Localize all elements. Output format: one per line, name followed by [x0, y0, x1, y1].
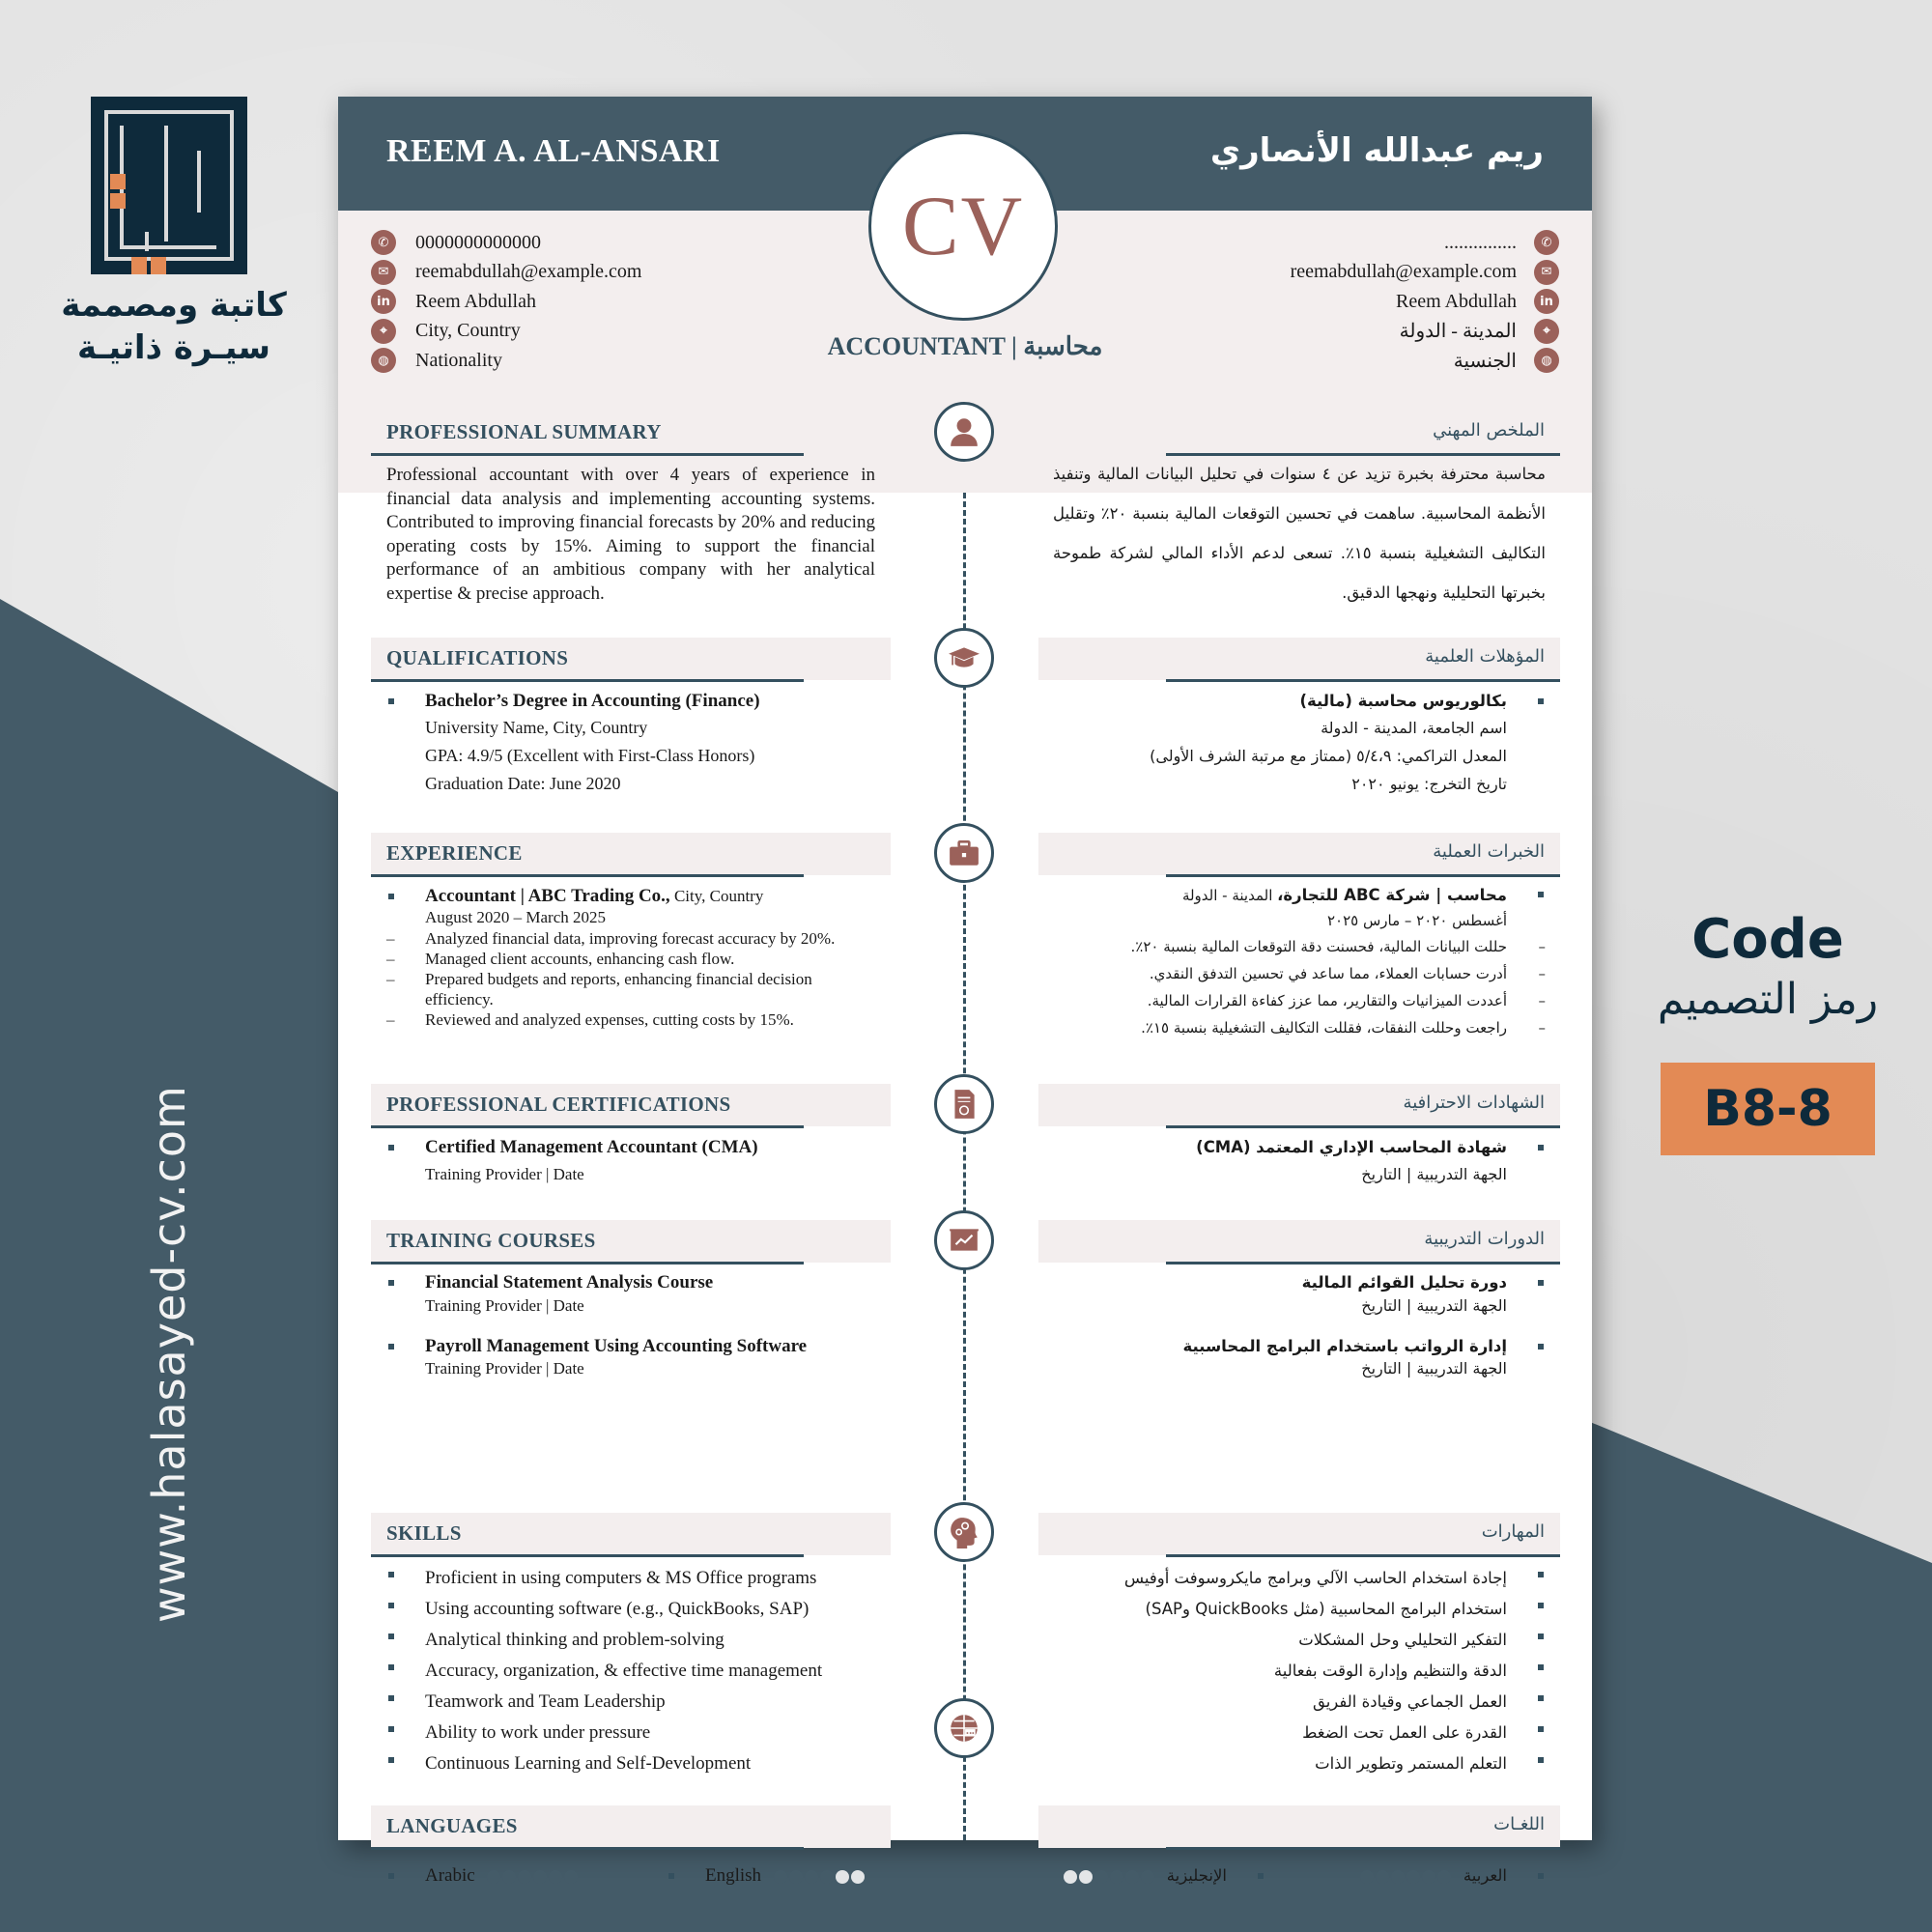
- globe-icon: ◍: [1534, 348, 1559, 373]
- kufic-logo-mark: [91, 97, 247, 274]
- name-arabic: ريم عبدالله الأنصاري: [1209, 131, 1544, 170]
- university: University Name, City, Country: [425, 717, 648, 737]
- code-title: Code: [1691, 908, 1844, 971]
- summary-text-en: Professional accountant with over 4 years of experience in financial data analysis and implementing accounting systems. Contributed to improving financial forecasts by 20% and reducing operating costs by 15%. Aiming to support the financial performance of an ambitious company with her analytical expertise & precise approach.: [386, 465, 875, 604]
- contact-location: [1291, 317, 1559, 347]
- linkedin-icon: in: [371, 289, 396, 314]
- job-dates: أغسطس ٢٠٢٠ – مارس ٢٠٢٥: [1326, 912, 1507, 929]
- summary-text-ar: محاسبة محترفة بخبرة تزيد عن ٤ سنوات في تحليل البيانات المالية وتنفيذ الأنظمة المحاسبية. ساهمت في تحسين التوقعات المالية بنسبة ٢٠٪ وتقليل التكاليف التشغيلية بنسبة ١٥٪. تسعى لدعم الأداء المالي لشركة طموحة بخبرتها التحليلية ونهجها الدقيق.: [1053, 465, 1547, 602]
- email-icon: ✉: [371, 260, 396, 285]
- job-bullet: – أدرت حسابات العملاء، مما ساعد في تحسين التدفق النقدي.: [1053, 960, 1546, 987]
- cv-badge: CV: [868, 131, 1058, 321]
- contact-linkedin[interactable]: [1291, 287, 1559, 317]
- university: اسم الجامعة، المدينة - الدولة: [1321, 718, 1507, 737]
- location-icon: ⌖: [371, 319, 396, 344]
- gpa: GPA: 4.9/5 (Excellent with First-Class Honors): [425, 745, 755, 765]
- skill-item: Accuracy, organization, & effective time management: [386, 1656, 875, 1687]
- section-header-skills-en: [371, 1513, 891, 1555]
- language-level-english: [1064, 1870, 1154, 1884]
- section-title: TRAINING COURSES: [386, 1229, 596, 1252]
- skills-list-ar: [1053, 1563, 1546, 1779]
- graduation-date: Graduation Date: June 2020: [425, 773, 621, 793]
- course-meta: Training Provider | Date: [425, 1295, 584, 1315]
- experience-ar: [1053, 883, 1546, 1041]
- skill-item: Teamwork and Team Leadership: [386, 1687, 875, 1718]
- section-header-languages-ar: [1038, 1805, 1560, 1848]
- briefcase-icon: [934, 823, 994, 883]
- skill-item: القدرة على العمل تحت الضغط: [1053, 1718, 1546, 1748]
- skills-list-en: [386, 1563, 875, 1779]
- language-level-arabic: [487, 1870, 578, 1884]
- section-header-experience-ar: [1038, 833, 1560, 875]
- section-title: SKILLS: [386, 1521, 462, 1545]
- job-bullet: – راجعت وحللت النفقات، فقللت التكاليف التشغيلية بنسبة ١٥٪.: [1053, 1014, 1546, 1041]
- degree-title: Bachelor’s Degree in Accounting (Finance): [386, 690, 875, 714]
- certifications-ar: [1053, 1136, 1546, 1185]
- training-en: [386, 1271, 875, 1379]
- course-title: إدارة الرواتب باستخدام البرامج المحاسبية: [1053, 1335, 1546, 1359]
- section-header-certifications-en: [371, 1084, 891, 1126]
- language-item: [667, 1864, 872, 1889]
- email-icon: ✉: [1534, 260, 1559, 285]
- section-title: الشهادات الاحترافية: [1403, 1093, 1545, 1113]
- section-title: PROFESSIONAL CERTIFICATIONS: [386, 1093, 731, 1116]
- language-item: [1056, 1864, 1265, 1889]
- section-header-training-ar: [1038, 1220, 1560, 1263]
- section-header-summary-en: [371, 412, 891, 454]
- job-role: Accountant | ABC Trading Co.,: [425, 886, 670, 906]
- language-name: English: [705, 1865, 762, 1886]
- contact-phone: [1291, 228, 1559, 258]
- section-title: PROFESSIONAL SUMMARY: [386, 420, 662, 443]
- section-header-experience-en: [371, 833, 891, 875]
- code-badge: B8-8: [1661, 1063, 1875, 1155]
- course-title: دورة تحليل القوائم المالية: [1053, 1271, 1546, 1295]
- section-header-qualifications-ar: [1038, 638, 1560, 680]
- job-bullet: – أعددت الميزانيات والتقارير، مما عزز كفاءة القرارات المالية.: [1053, 987, 1546, 1014]
- section-title: المهارات: [1481, 1521, 1545, 1542]
- course-title: Payroll Management Using Accounting Software: [386, 1335, 875, 1359]
- skill-item: التفكير التحليلي وحل المشكلات: [1053, 1625, 1546, 1656]
- contact-text: Nationality: [415, 349, 502, 371]
- certification-meta: الجهة التدريبية | التاريخ: [1361, 1164, 1507, 1183]
- code-subtitle: رمز التصميم: [1657, 975, 1879, 1024]
- section-title: الخبرات العملية: [1433, 841, 1545, 862]
- tagline-line-1: كاتبة ومصممة: [61, 286, 287, 325]
- job-bullet: – Managed client accounts, enhancing cash flow.: [386, 949, 875, 969]
- certifications-en: [386, 1136, 875, 1185]
- tagline-line-2: سيـرة ذاتيـة: [77, 328, 270, 367]
- linkedin-icon: in: [1534, 289, 1559, 314]
- skill-item: Ability to work under pressure: [386, 1718, 875, 1748]
- skill-item: الدقة والتنظيم وإدارة الوقت بفعالية: [1053, 1656, 1546, 1687]
- brand-logo: [58, 97, 290, 369]
- brain-gears-icon: [934, 1502, 994, 1562]
- contact-nationality: [1291, 346, 1559, 376]
- certification-title: Certified Management Accountant (CMA): [386, 1136, 875, 1160]
- languages-ar: [1053, 1864, 1546, 1889]
- section-header-qualifications-en: [371, 638, 891, 680]
- contact-text: 0000000000000: [415, 231, 541, 253]
- slate-bottom-band: [0, 1840, 1932, 1932]
- graduation-cap-icon: [934, 628, 994, 688]
- section-header-skills-ar: [1038, 1513, 1560, 1555]
- skill-item: Analytical thinking and problem-solving: [386, 1625, 875, 1656]
- section-title: المؤهلات العلمية: [1425, 646, 1545, 667]
- language-name: العربية: [1463, 1866, 1507, 1885]
- certification-title: شهادة المحاسب الإداري المعتمد (CMA): [1053, 1136, 1546, 1160]
- section-title: اللغـات: [1493, 1814, 1545, 1834]
- section-header-training-en: [371, 1220, 891, 1263]
- section-header-certifications-ar: [1038, 1084, 1560, 1126]
- language-level-arabic: [1360, 1870, 1451, 1884]
- language-name: Arabic: [425, 1865, 475, 1886]
- contact-location: [371, 317, 641, 347]
- contact-text[interactable]: reemabdullah@example.com: [415, 261, 642, 283]
- job-bullet: – Prepared budgets and reports, enhancing financial decision efficiency.: [386, 969, 875, 1009]
- skill-item: العمل الجماعي وقيادة الفريق: [1053, 1687, 1546, 1718]
- contact-list-english: [371, 228, 641, 376]
- course-meta: الجهة التدريبية | التاريخ: [1361, 1359, 1507, 1378]
- certification-meta: Training Provider | Date: [425, 1164, 584, 1183]
- qualifications-en: [386, 690, 875, 798]
- skill-item: إجادة استخدام الحاسب الآلي وبرامج مايكروسوفت أوفيس: [1053, 1563, 1546, 1594]
- website-url[interactable]: www.halasayed-cv.com: [143, 1085, 195, 1623]
- language-item: [1265, 1864, 1546, 1889]
- job-role: محاسب | شركة ABC للتجارة،: [1277, 886, 1507, 904]
- contact-text: المدينة - الدولة: [1399, 321, 1517, 343]
- job-bullet: – Analyzed financial data, improving forecast accuracy by 20%.: [386, 928, 875, 949]
- contact-text[interactable]: Reem Abdullah: [1396, 290, 1517, 312]
- contact-text[interactable]: reemabdullah@example.com: [1290, 261, 1517, 283]
- job-title: ACCOUNTANT | محاسبة: [827, 332, 1103, 360]
- contact-phone: [371, 228, 641, 258]
- language-name: الإنجليزية: [1166, 1866, 1227, 1885]
- contact-text: City, Country: [415, 320, 521, 342]
- contact-nationality: [371, 346, 641, 376]
- globe-chat-icon: [934, 1698, 994, 1758]
- presentation-chart-icon: [934, 1210, 994, 1270]
- phone-icon: ✆: [371, 230, 396, 255]
- design-code-panel: [1633, 908, 1903, 1155]
- course-meta: الجهة التدريبية | التاريخ: [1361, 1295, 1507, 1315]
- section-header-languages-en: [371, 1805, 891, 1848]
- job-bullet: – Reviewed and analyzed expenses, cutting costs by 15%.: [386, 1009, 875, 1030]
- section-title: الملخص المهني: [1433, 420, 1545, 440]
- section-title: الدورات التدريبية: [1424, 1229, 1545, 1249]
- job-location: المدينة - الدولة: [1181, 887, 1278, 904]
- course-title: Financial Statement Analysis Course: [386, 1271, 875, 1295]
- section-header-summary-ar: [1038, 412, 1560, 454]
- language-item: [386, 1864, 667, 1889]
- skill-item: Proficient in using computers & MS Office programs: [386, 1563, 875, 1594]
- timeline-dashed-line: [963, 493, 966, 1840]
- contact-list-arabic: [1291, 228, 1559, 376]
- gpa: المعدل التراكمي: ٥/٤،٩ (ممتاز مع مرتبة الشرف الأولى): [1150, 746, 1507, 765]
- contact-text: الجنسية: [1453, 350, 1517, 372]
- job-bullet: – حللت البيانات المالية، فحسنت دقة التوقعات المالية بنسبة ٢٠٪.: [1053, 933, 1546, 960]
- languages-en: [386, 1864, 875, 1889]
- name-english: REEM A. AL-ANSARI: [386, 133, 721, 169]
- course-meta: Training Provider | Date: [425, 1359, 584, 1378]
- section-title: EXPERIENCE: [386, 841, 523, 865]
- job-dates: August 2020 – March 2025: [425, 908, 606, 926]
- graduation-date: تاريخ التخرج: يونيو ٢٠٢٠: [1351, 774, 1507, 793]
- degree-title: بكالوريوس محاسبة (مالية): [1053, 690, 1546, 714]
- skill-item: استخدام البرامج المحاسبية (مثل QuickBooks وSAP): [1053, 1594, 1546, 1625]
- certificate-icon: [934, 1074, 994, 1134]
- qualifications-ar: [1053, 690, 1546, 798]
- globe-icon: ◍: [371, 348, 396, 373]
- job-location: City, Country: [669, 887, 764, 905]
- contact-email[interactable]: [371, 258, 641, 288]
- section-title: LANGUAGES: [386, 1814, 518, 1837]
- phone-icon: ✆: [1534, 230, 1559, 255]
- cv-sheet: [338, 97, 1592, 1886]
- language-level-english: [774, 1870, 865, 1884]
- contact-linkedin[interactable]: [371, 287, 641, 317]
- section-title: QUALIFICATIONS: [386, 646, 569, 669]
- training-ar: [1053, 1271, 1546, 1379]
- contact-text: ...............: [1444, 231, 1517, 253]
- skill-item: Continuous Learning and Self-Development: [386, 1748, 875, 1779]
- person-icon: [934, 402, 994, 462]
- contact-text[interactable]: Reem Abdullah: [415, 290, 536, 312]
- skill-item: Using accounting software (e.g., QuickBooks, SAP): [386, 1594, 875, 1625]
- experience-en: [386, 885, 875, 1030]
- skill-item: التعلم المستمر وتطوير الذات: [1053, 1748, 1546, 1779]
- brand-tagline: [58, 284, 290, 369]
- location-icon: ⌖: [1534, 319, 1559, 344]
- contact-email[interactable]: [1291, 258, 1559, 288]
